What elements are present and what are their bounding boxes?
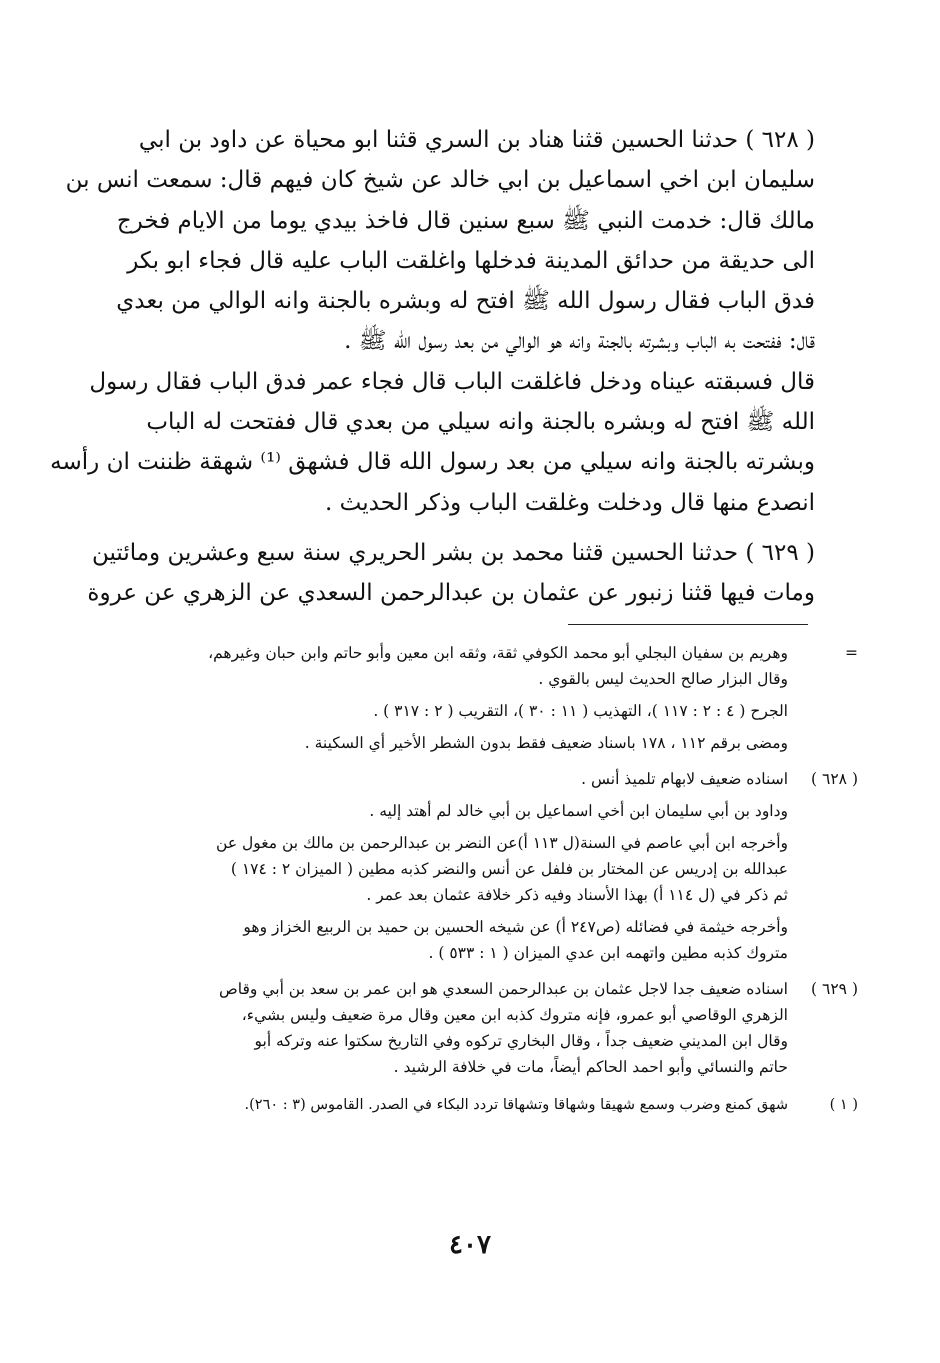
footnote-marker: = <box>845 644 858 662</box>
footnote-line: الزهري الوقاصي أبو عمرو، فإنه متروك كذبه ابن معين وقال مرة ضعيف وليس بشيء، <box>241 1006 788 1024</box>
text-line: قال فسبقته عيناه ودخل فاغلقت الباب قال فجاء عمر فدق الباب فقال رسول <box>89 368 815 395</box>
footnote-line: ثم ذكر في (ل ١١٤ أ) بهذا الأسناد وفيه ذكر خلافة عثمان بعد عمر . <box>366 886 788 904</box>
footnote <box>98 914 818 966</box>
main-text <box>50 120 815 614</box>
footnote-marker: ( ٦٢٨ ) <box>811 770 858 788</box>
footnote <box>98 698 818 724</box>
footnote-separator <box>568 624 808 625</box>
footnote-line: اسناده ضعيف جدا لاجل عثمان بن عبدالرحمن السعدي هو ابن عمر بن سعد بن أبي وقاص <box>219 980 788 998</box>
footnote <box>98 976 858 1080</box>
footnote-line: وداود بن أبي سليمان ابن أخي اسماعيل بن أبي خالد لم أهتد إليه . <box>369 802 788 820</box>
page-number: ٤٠٧ <box>449 1230 491 1260</box>
footnote <box>98 830 818 908</box>
footnotes <box>98 640 858 1124</box>
footnote-line: وهريم بن سفيان البجلي أبو محمد الكوفي ثقة، وثقه ابن معين وأبو حاتم وابن حبان وغيرهم، <box>208 644 788 662</box>
footnote-line: الجرح ( ٤ : ٢ : ١١٧ )، التهذيب ( ١١ : ٣٠ )، التقريب ( ٢ : ٣١٧ ) . <box>373 702 788 720</box>
text-line: قال: ففتحت به الباب وبشرته بالجنة وانه هو الوالي من بعد رسول الله ﷺ . <box>344 328 815 355</box>
text-line: وبشرته بالجنة وانه سيلي من بعد رسول الله قال فشهق ⁽¹⁾ شهقة ظننت ان رأسه <box>50 449 815 476</box>
footnote-line: ومضى برقم ١١٢ ، ١٧٨ باسناد ضعيف فقط بدون الشطر الأخير أي السكينة . <box>304 734 788 752</box>
text-line: فدق الباب فقال رسول الله ﷺ افتح له وبشره بالجنة وانه الوالي من بعدي <box>116 288 815 315</box>
text-line: ومات فيها قثنا زنبور عن عثمان بن عبدالرحمن السعدي عن الزهري عن عروة <box>87 580 815 607</box>
text-line: الله ﷺ افتح له وبشره بالجنة وانه سيلي من بعدي قال ففتحت له الباب <box>146 409 815 436</box>
footnote-marker: ( ٦٢٩ ) <box>811 980 858 998</box>
footnote-line: شهق كمنع وضرب وسمع شهيقا وشهاقا وتشهاقا تردد البكاء في الصدر. القاموس (٣ : ٢٦٠). <box>244 1097 788 1113</box>
footnote-line: وقال البزار صالح الحديث ليس بالقوي . <box>538 670 788 688</box>
text-line: الى حديقة من حدائق المدينة فدخلها واغلقت الباب عليه قال فجاء ابو بكر <box>127 247 815 274</box>
footnote-line: وأخرجه ابن أبي عاصم في السنة(ل ١١٣ أ)عن النضر بن عبدالرحمن بن مالك بن مغول عن <box>216 834 788 852</box>
footnote-line: حاتم والنسائي وأبو احمد الحاكم أيضاً، مات في خلافة الرشيد . <box>393 1058 788 1076</box>
text-line: مالك قال: خدمت النبي ﷺ سبع سنين قال فاخذ بيدي يوما من الايام فخرج <box>116 207 815 234</box>
footnote-line: عبدالله بن إدريس عن المختار بن فلفل عن أنس والنضر كذبه مطين ( الميزان ٢ : ١٧٤ ) <box>230 860 788 878</box>
footnote <box>98 640 858 692</box>
footnote-marker: ( ١ ) <box>829 1097 858 1113</box>
text-line: ( ٦٢٨ ) حدثنا الحسين قثنا هناد بن السري قثنا ابو محياة عن داود بن ابي <box>138 127 815 153</box>
footnote-line: متروك كذبه مطين واتهمه ابن عدي الميزان ( ١ : ٥٣٣ ) . <box>428 944 788 962</box>
footnote <box>98 798 818 824</box>
text-line: انصدع منها قال ودخلت وغلقت الباب وذكر الحديث . <box>325 489 815 516</box>
footnote <box>98 730 818 756</box>
footnote <box>98 766 858 792</box>
footnote-line: وقال ابن المديني ضعيف جداً ، وقال البخاري تركوه وفي التاريخ سكتوا عنه وتركه أبو <box>254 1032 788 1050</box>
footnote-line: اسناده ضعيف لابهام تلميذ أنس . <box>581 770 788 788</box>
text-line: ( ٦٢٩ ) حدثنا الحسين قثنا محمد بن بشر الحريري سنة سبع وعشرين ومائتين <box>91 539 815 566</box>
footnote-line: وأخرجه خيثمة في فضائله (ص٢٤٧ أ) عن شيخه الحسين بن حميد بن الربيع الخزاز وهو <box>243 918 788 936</box>
text-line: سليمان ابن اخي اسماعيل بن ابي خالد عن شيخ كان فيهم قال: سمعت انس بن <box>65 167 815 194</box>
footnote <box>98 1092 858 1118</box>
